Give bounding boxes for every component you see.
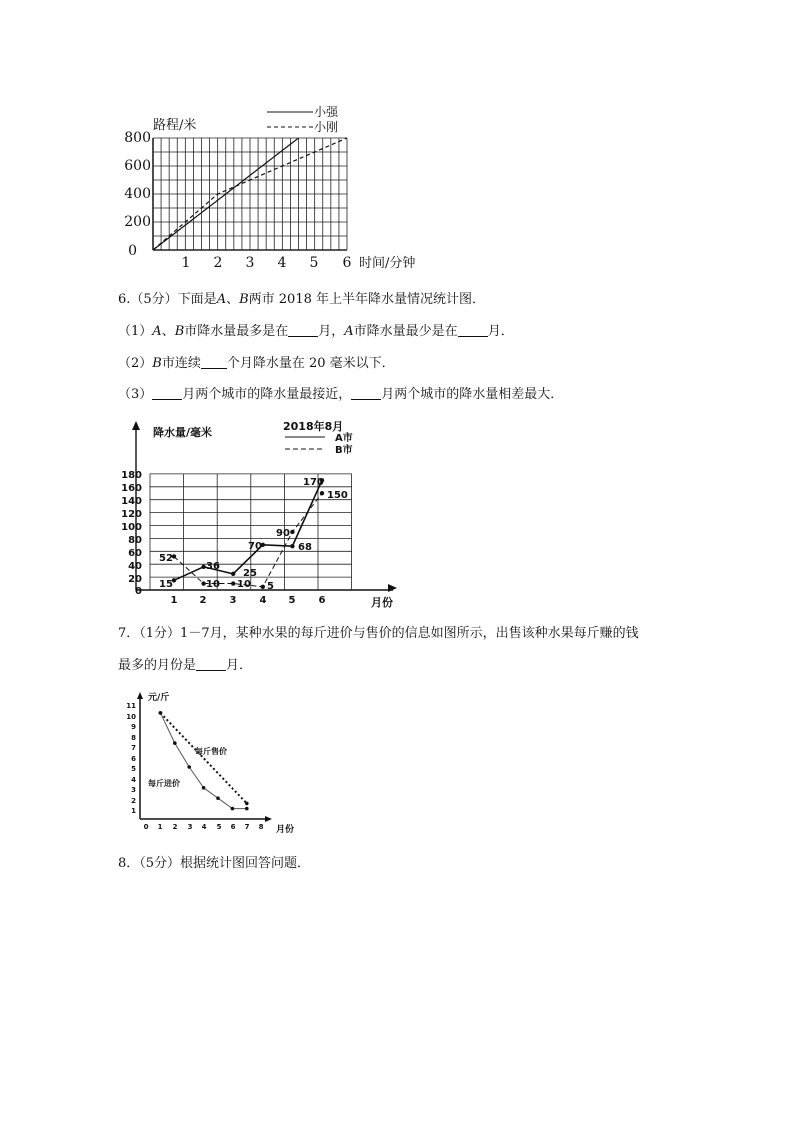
- q7-line2-text2: 月．: [226, 658, 253, 673]
- chart2-ytick-20: 20: [128, 574, 142, 585]
- chart1-ytick-400: 400: [124, 186, 151, 202]
- chart3-xtick-6: 6: [230, 823, 236, 831]
- cost-price-point-4: [202, 786, 206, 790]
- q7-line2: [118, 656, 252, 676]
- chart2-ytick-0: 0: [135, 586, 142, 597]
- q6-part1-b: B: [174, 324, 185, 339]
- chart1-xtick-1: 1: [181, 255, 191, 271]
- chart2-ytick-160: 160: [121, 483, 142, 494]
- answer-blank-2[interactable]: [458, 322, 488, 337]
- sell-price-point-7: [245, 802, 249, 806]
- q6-part3-num: （3）: [118, 387, 153, 402]
- q6-part1-a2: A: [344, 324, 354, 339]
- q6-part1-text1: 市降水量最多是在: [184, 324, 289, 339]
- chart3-xtick-1: 1: [157, 823, 163, 831]
- chart2-xlabel: 月份: [371, 596, 393, 609]
- legend-xiaogang: 小刚: [314, 120, 339, 134]
- q6-part1-sep: 、: [161, 324, 175, 339]
- q6-head-b: B: [239, 292, 249, 307]
- chart3-ytick-11: 11: [126, 702, 136, 710]
- chart3-ytick-4: 4: [131, 776, 136, 784]
- label-b-m3: 10: [237, 579, 251, 590]
- chart2-ytick-180: 180: [121, 470, 142, 481]
- q6-part1-text3: 市降水量最少是在: [353, 324, 458, 339]
- answer-blank-6[interactable]: [196, 656, 226, 671]
- chart2-x-arrow: [388, 584, 397, 592]
- cost-price-point-2: [173, 741, 177, 745]
- q6-part1: [118, 322, 514, 342]
- chart1-xtick-3: 3: [245, 255, 255, 271]
- label-a-m2: 36: [206, 561, 220, 572]
- chart3-xtick-4: 4: [201, 823, 207, 831]
- chart1-xtick-6: 6: [342, 255, 352, 271]
- chart3-ytick-3: 3: [131, 786, 136, 794]
- q6-part2-text2: 个月降水量在 20 毫米以下．: [226, 356, 395, 371]
- chart2-y-arrow: [132, 421, 140, 430]
- series-b-point-3: [231, 581, 235, 585]
- q6-head-a: A: [216, 292, 227, 307]
- chart3-ytick-5: 5: [131, 765, 136, 773]
- label-b-m4: 5: [267, 581, 274, 592]
- chart3-xtick-5: 5: [216, 823, 222, 831]
- cost-price-point-3: [187, 765, 191, 769]
- q6-part3-text2: 月两个城市的降水量相差最大．: [381, 387, 564, 402]
- cost-price-point-7: [245, 807, 249, 811]
- precipitation-chart: [121, 412, 415, 612]
- series-sell-price-line: [160, 713, 246, 803]
- chart3-sell-label: 每斤售价: [195, 747, 227, 756]
- label-b-m6: 150: [327, 490, 348, 501]
- chart2-ytick-140: 140: [121, 496, 142, 507]
- label-a-m1: 15: [159, 579, 173, 590]
- series-b-point-4: [261, 585, 265, 589]
- distance-time-chart: [115, 100, 455, 275]
- label-a-m6: 170: [303, 477, 324, 488]
- chart2-xtick-3: 3: [229, 595, 237, 606]
- q6-part3-text1: 月两个城市的降水量最接近，: [182, 387, 352, 402]
- chart2-ytick-40: 40: [128, 561, 142, 572]
- chart3-xtick-7: 7: [244, 823, 250, 831]
- chart1-grid: [153, 138, 347, 250]
- chart3-x-arrow: [265, 816, 272, 822]
- legend-xiaoqiang: 小强: [314, 105, 339, 119]
- label-a-m3: 25: [243, 568, 257, 579]
- cost-price-point-5: [216, 796, 220, 800]
- chart1-ytick-200: 200: [124, 214, 151, 230]
- q6-part1-text2: 月，: [318, 324, 345, 339]
- series-b-point-5: [290, 530, 294, 534]
- chart3-ytick-8: 8: [131, 734, 136, 742]
- chart2-date: 2018年8月: [283, 420, 344, 433]
- label-b-m2: 10: [206, 579, 220, 590]
- chart3-ytick-10: 10: [126, 713, 136, 721]
- label-b-m5: 90: [276, 528, 290, 539]
- q8-text: 8．（5分）根据统计图回答问题．: [118, 856, 311, 871]
- chart3-ytick-9: 9: [131, 723, 136, 731]
- answer-blank-4[interactable]: [152, 385, 182, 400]
- chart2-xtick-5: 5: [288, 595, 296, 606]
- chart2-grid: [136, 424, 393, 590]
- chart3-ytick-6: 6: [131, 755, 136, 763]
- chart3-ylabel: 元/斤: [148, 693, 170, 703]
- chart1-ytick-0: 0: [128, 243, 137, 259]
- q6-part2: [118, 354, 395, 374]
- chart1-title: 路程/米: [153, 118, 197, 133]
- chart3-ytick-7: 7: [131, 744, 136, 752]
- q6-part1-num: （1）: [118, 324, 153, 339]
- q6-part2-text1: 市连续: [161, 356, 201, 371]
- chart3-cost-label: 每斤进价: [148, 779, 180, 788]
- q6-head-text: 6.（5分）下面是: [118, 292, 217, 307]
- label-a-m5: 68: [298, 542, 312, 553]
- chart1-xtick-4: 4: [277, 255, 287, 271]
- series-a-line: [174, 480, 322, 580]
- series-a-point-3: [231, 572, 235, 576]
- chart1-xtick-5: 5: [309, 255, 319, 271]
- chart3-xtick-8: 8: [258, 823, 264, 831]
- label-b-m1: 52: [159, 553, 173, 564]
- q7-line1: 7．（1分）1－7月，某种水果的每斤进价与售价的信息如图所示，出售该种水果每斤赚的钱: [118, 626, 639, 641]
- cost-price-point-6: [231, 807, 235, 811]
- chart1-ytick-800: 800: [124, 130, 151, 146]
- chart1-xlabel: 时间/分钟: [359, 256, 416, 271]
- chart3-xtick-3: 3: [187, 823, 193, 831]
- q7-line2-text1: 最多的月份是: [118, 658, 197, 673]
- chart3-xtick-0: 0: [143, 823, 149, 831]
- chart2-xtick-1: 1: [170, 595, 178, 606]
- q6-part2-num: （2）: [118, 356, 153, 371]
- q6-part1-text4: 月．: [487, 324, 514, 339]
- chart1-xtick-2: 2: [213, 255, 223, 271]
- chart2-ytick-80: 80: [128, 535, 142, 546]
- chart3-xtick-2: 2: [172, 823, 178, 831]
- chart3-xlabel: 月份: [276, 825, 295, 835]
- chart2-xtick-6: 6: [318, 595, 326, 606]
- chart3-ytick-2: 2: [131, 797, 136, 805]
- chart3-ytick-1: 1: [131, 807, 136, 815]
- chart1-ytick-600: 600: [124, 158, 151, 174]
- series-b-point-6: [320, 491, 324, 495]
- series-a-point-5: [290, 544, 294, 548]
- q6-heading: [118, 290, 485, 310]
- chart2-ylabel: 降水量/毫米: [153, 426, 213, 439]
- q6-part3: [118, 385, 563, 405]
- q6-part1-a: A: [152, 324, 162, 339]
- legend-b: B市: [335, 445, 353, 456]
- fruit-price-chart: [118, 688, 338, 838]
- chart2-xtick-2: 2: [199, 595, 207, 606]
- chart2-ytick-100: 100: [121, 522, 142, 533]
- legend-a: A市: [335, 433, 353, 444]
- q6-head-rest: 两市 2018 年上半年降水量情况统计图．: [248, 292, 486, 307]
- q6-head-sep: 、: [226, 292, 240, 307]
- q6-part2-b: B: [152, 356, 162, 371]
- chart3-y-arrow: [137, 692, 143, 699]
- cost-price-point-1: [159, 711, 163, 715]
- chart2-xtick-4: 4: [259, 595, 267, 606]
- answer-blank-1[interactable]: [288, 322, 318, 337]
- answer-blank-3[interactable]: [201, 354, 227, 369]
- label-a-m4: 70: [248, 541, 262, 552]
- answer-blank-5[interactable]: [351, 385, 381, 400]
- chart2-ytick-60: 60: [128, 548, 142, 559]
- chart2-ytick-120: 120: [121, 509, 142, 520]
